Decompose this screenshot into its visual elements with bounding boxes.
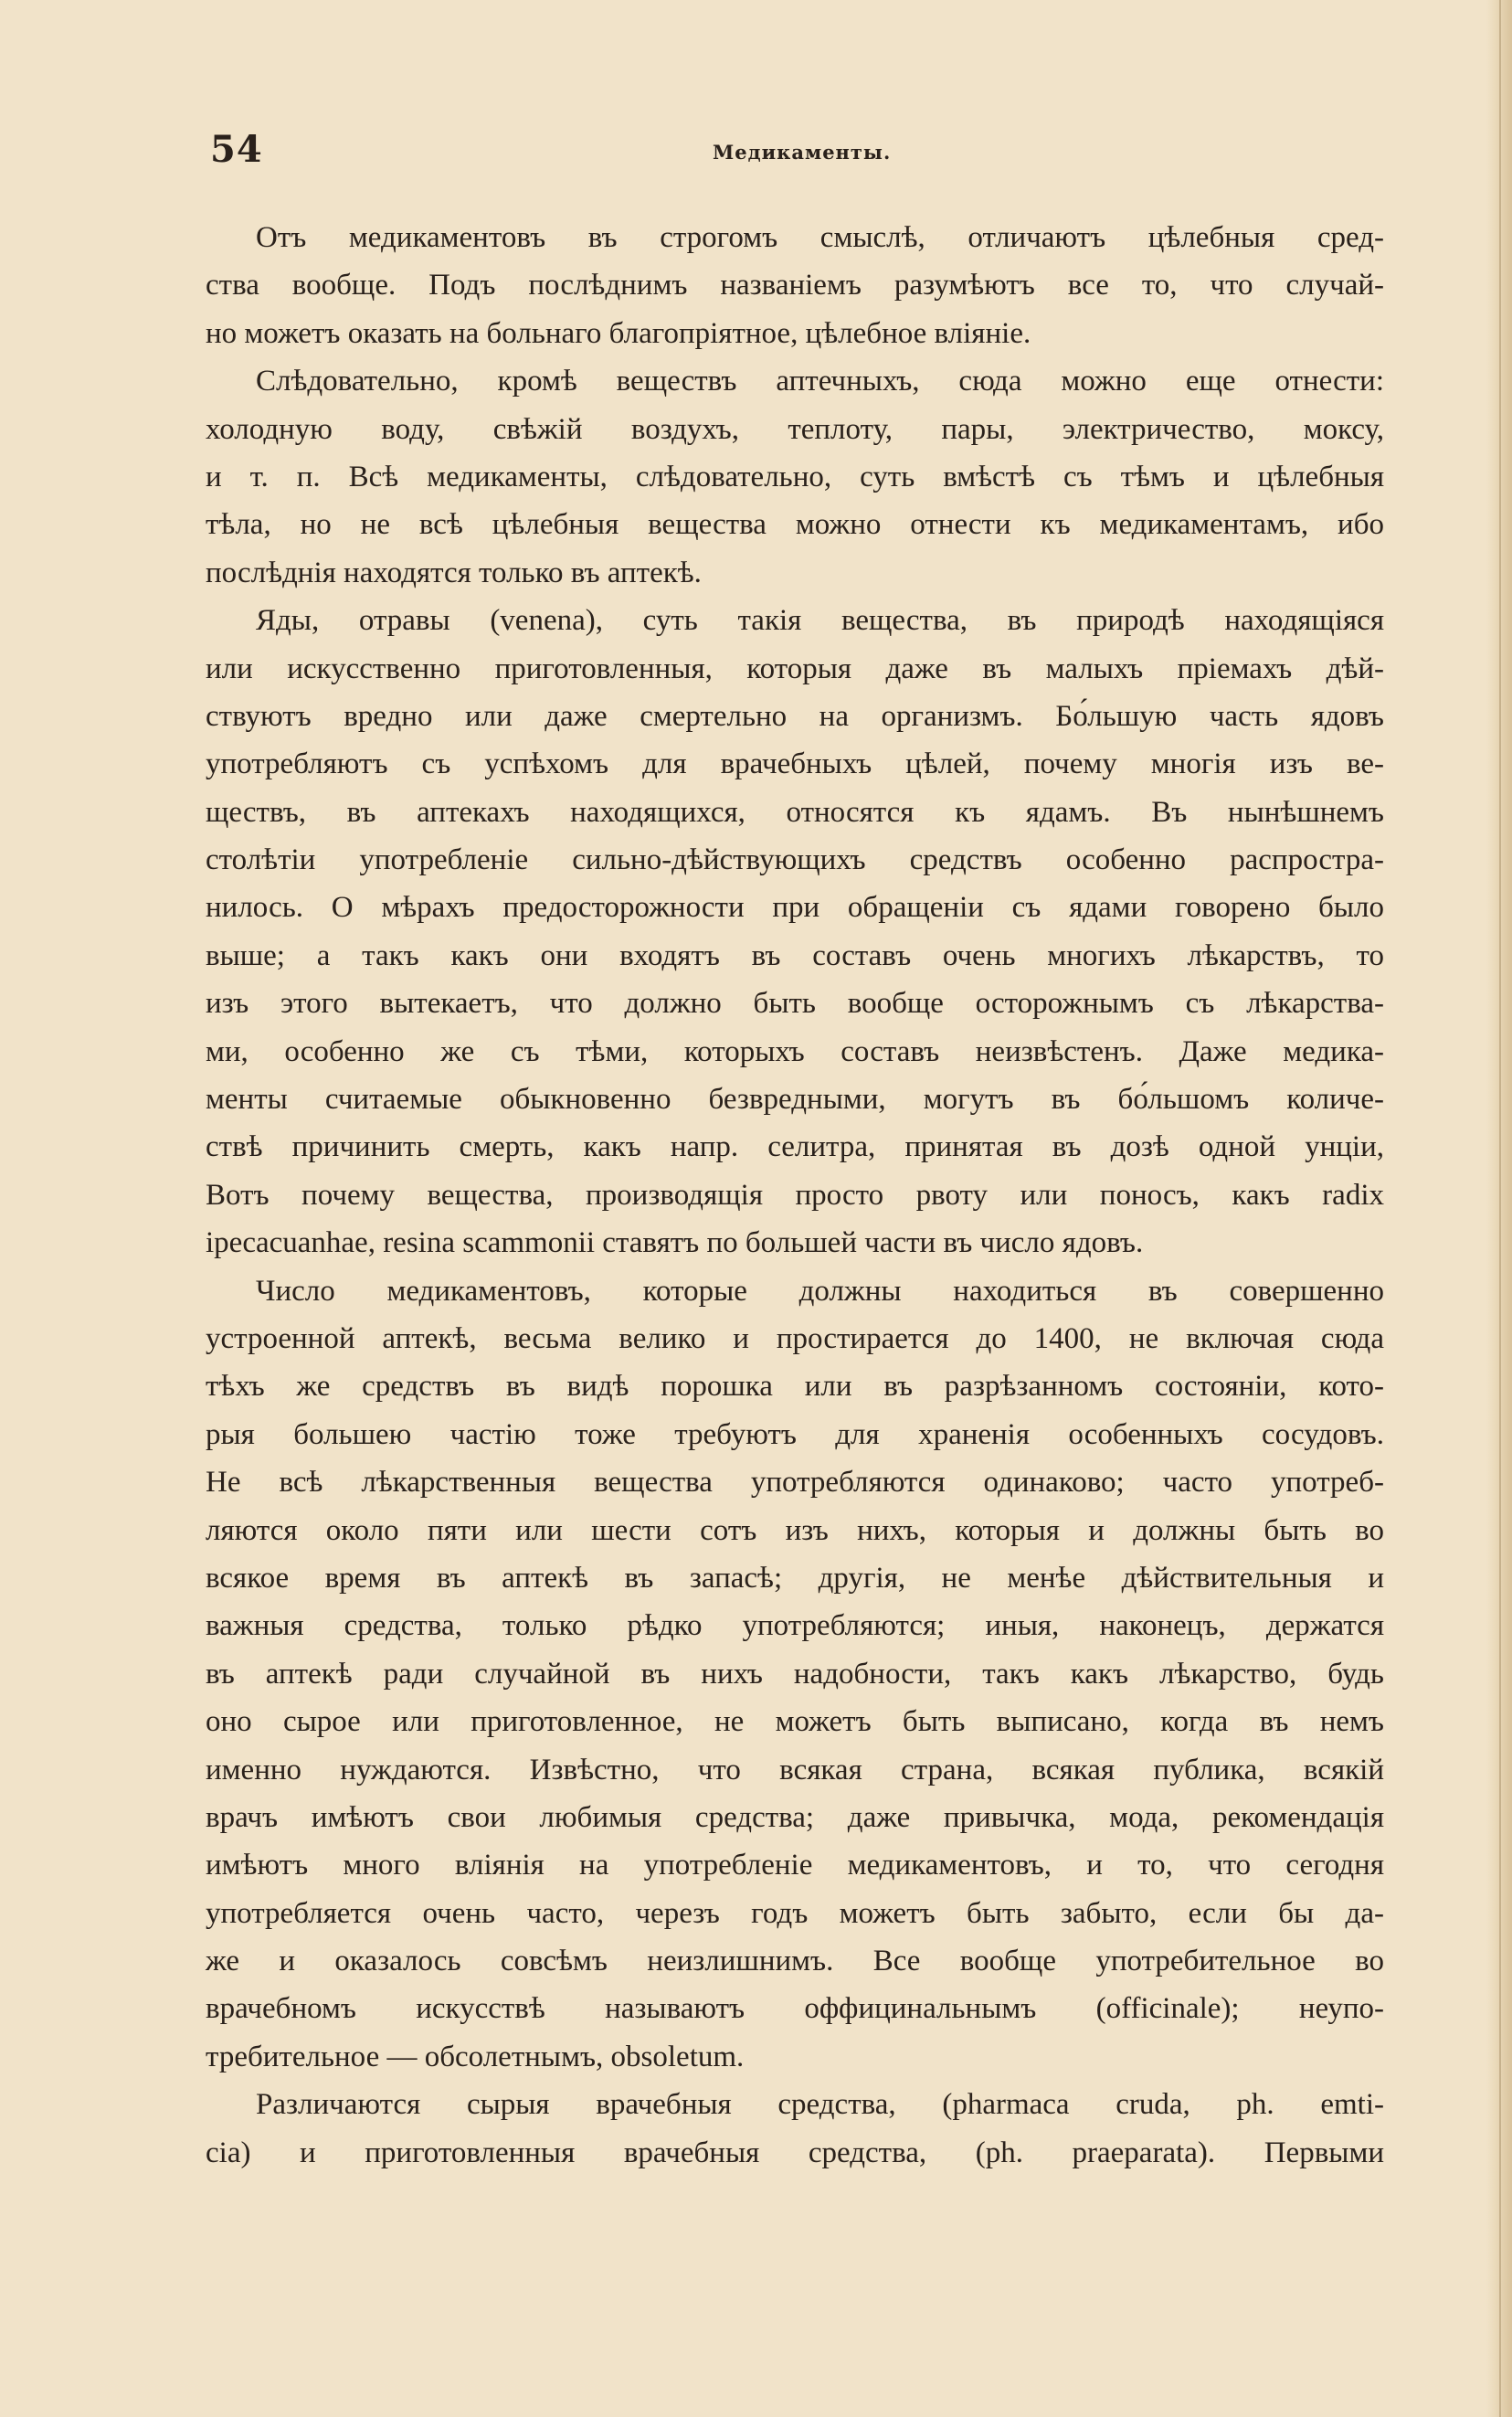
text-line: холодную воду, свѣжій воздухъ, теплоту, пары, электричество, моксу, — [206, 412, 1384, 446]
text-line: ществъ, въ аптекахъ находящихся, относятся къ ядамъ. Въ нынѣшнемъ — [206, 795, 1384, 829]
text-line: въ аптекѣ ради случайной въ нихъ надобности, такъ какъ лѣкарство, будь — [206, 1657, 1384, 1691]
text-line: cia) и приготовленныя врачебныя средства, (ph. praeparata). Первыми — [206, 2136, 1384, 2169]
text-line: имѣютъ много вліянія на употребленіе медикаментовъ, и то, что сегодня — [206, 1849, 1384, 1882]
text-line: употребляется очень часто, черезъ годъ можетъ быть забыто, если бы да- — [206, 1896, 1384, 1930]
text-line: выше; а такъ какъ они входятъ въ составъ очень многихъ лѣкарствъ, то — [206, 938, 1384, 972]
text-line: же и оказалось совсѣмъ неизлишнимъ. Все вообще употребительное во — [206, 1945, 1384, 1978]
text-line: или искусственно приготовленныя, которыя даже въ малыхъ пріемахъ дѣй- — [206, 652, 1384, 685]
text-line: изъ этого вытекаетъ, что должно быть вообще осторожнымъ съ лѣкарства- — [206, 987, 1384, 1021]
text-line: Различаются сырыя врачебныя средства, (pharmaca cruda, ph. emti- — [256, 2088, 1384, 2122]
page-header — [210, 128, 1380, 183]
text-line: именно нуждаются. Извѣстно, что всякая страна, всякая публика, всякій — [206, 1753, 1384, 1786]
text-line: и т. п. Всѣ медикаменты, слѣдовательно, суть вмѣстѣ съ тѣмъ и цѣлебныя — [206, 460, 1384, 493]
text-line: менты считаемые обыкновенно безвредными, могутъ въ бо́льшомъ количе- — [206, 1083, 1384, 1117]
text-line: ствуютъ вредно или даже смертельно на организмъ. Бо́льшую часть ядовъ — [206, 699, 1384, 733]
text-line: тѣхъ же средствъ въ видѣ порошка или въ разрѣзанномъ состояніи, кото- — [206, 1370, 1384, 1404]
text-line: Не всѣ лѣкарственныя вещества употребляются одинаково; часто употреб- — [206, 1466, 1384, 1500]
text-line: рыя большею частію тоже требуютъ для храненія особенныхъ сосудовъ. — [206, 1417, 1384, 1451]
text-line: послѣднія находятся только въ аптекѣ. — [206, 556, 702, 589]
text-line: но можетъ оказать на больнаго благопріятное, цѣлебное вліяніе. — [206, 316, 1031, 350]
page-number: 54 — [210, 128, 263, 171]
text-line: Слѣдовательно, кромѣ веществъ аптечныхъ, сюда можно еще отнести: — [256, 365, 1384, 398]
text-line: ляются около пяти или шести сотъ изъ нихъ, которыя и должны быть во — [206, 1513, 1384, 1547]
text-line: устроенной аптекѣ, весьма велико и простирается до 1400, не включая сюда — [206, 1321, 1384, 1355]
text-line: тѣла, но не всѣ цѣлебныя вещества можно отнести къ медикаментамъ, ибо — [206, 508, 1384, 542]
text-line: ipecacuanhae, resina scammonii ставятъ по большей части въ число ядовъ. — [206, 1226, 1144, 1260]
text-line: важныя средства, только рѣдко употребляются; иныя, наконецъ, держатся — [206, 1609, 1384, 1643]
text-line: Отъ медикаментовъ въ строгомъ смыслѣ, отличаютъ цѣлебныя сред- — [256, 221, 1384, 254]
text-line: всякое время въ аптекѣ въ запасѣ; другія, не менѣе дѣйствительныя и — [206, 1561, 1384, 1595]
text-line: употребляютъ съ успѣхомъ для врачебныхъ цѣлей, почему многія изъ ве- — [206, 747, 1384, 781]
body-text — [206, 214, 1384, 2177]
text-line: ми, особенно же съ тѣми, которыхъ составъ неизвѣстенъ. Даже медика- — [206, 1034, 1384, 1068]
text-line: Вотъ почему вещества, производящія просто рвоту или поносъ, какъ radix — [206, 1178, 1384, 1212]
text-line: врачебномъ искусствѣ называютъ оффицинальнымъ (officinale); неупо- — [206, 1992, 1384, 2026]
page-edge-shadow — [1499, 0, 1501, 2417]
text-line: столѣтіи употребленіе сильно-дѣйствующихъ средствъ особенно распростра- — [206, 843, 1384, 877]
text-line: ства вообще. Подъ послѣднимъ названіемъ разумѣютъ все то, что случай- — [206, 269, 1384, 302]
text-line: требительное — обсолетнымъ, obsoletum. — [206, 2040, 745, 2073]
text-line: оно сырое или приготовленное, не можетъ быть выписано, когда въ немъ — [206, 1705, 1384, 1739]
text-line: врачъ имѣютъ свои любимыя средства; даже привычка, мода, рекомендація — [206, 1800, 1384, 1834]
text-line: Яды, отравы (venena), суть такія вещества, въ природѣ находящіяся — [256, 604, 1384, 638]
text-line: ствѣ причинить смерть, какъ напр. селитра, принятая въ дозѣ одной унціи, — [206, 1130, 1384, 1164]
running-head: Медикаменты. — [713, 141, 892, 164]
text-line: нилось. О мѣрахъ предосторожности при обращеніи съ ядами говорено было — [206, 891, 1384, 925]
text-line: Число медикаментовъ, которые должны находиться въ совершенно — [256, 1274, 1384, 1308]
